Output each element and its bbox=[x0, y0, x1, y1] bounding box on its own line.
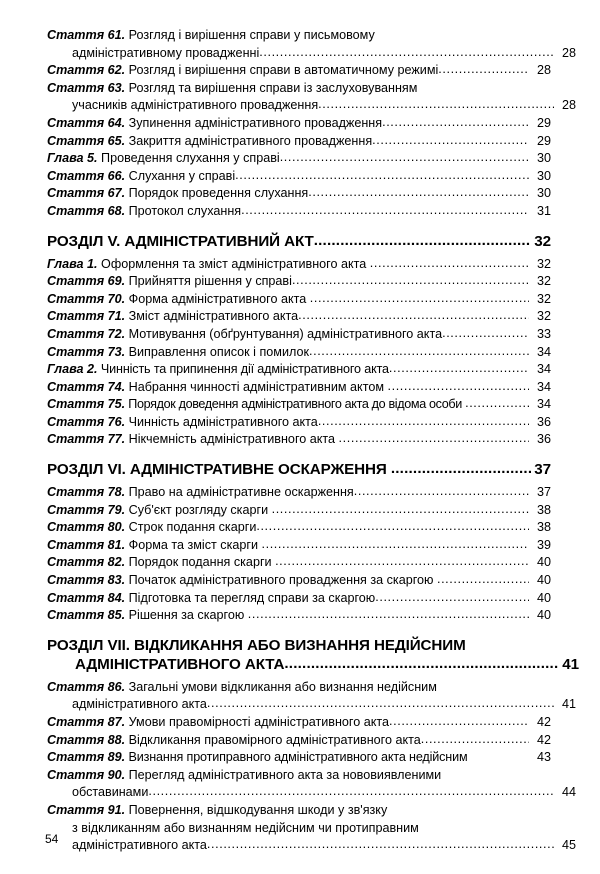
toc-entry-line bbox=[47, 636, 551, 655]
toc-page-number: 41 bbox=[562, 655, 579, 673]
toc-page-number: 38 bbox=[536, 520, 551, 535]
toc-entry-title: Зміст адміністративного акта bbox=[128, 309, 299, 324]
toc-entry-line bbox=[47, 232, 551, 251]
toc-page-number: 40 bbox=[536, 555, 551, 570]
toc-page-number: 37 bbox=[534, 461, 551, 479]
toc-dot-leader bbox=[375, 589, 529, 607]
toc-entry-label: Стаття 64. bbox=[47, 115, 126, 130]
toc-entry-line bbox=[47, 27, 551, 45]
toc-chapter-entry[interactable] bbox=[47, 256, 551, 274]
toc-entry-label: Стаття 80. bbox=[47, 520, 126, 535]
toc-entry-title: Право на адміністративне оскарження bbox=[128, 485, 354, 500]
toc-entry-line bbox=[47, 344, 551, 362]
toc-entry-title: Суб'єкт розгляду скарги bbox=[128, 502, 272, 517]
toc-entry-title: Форма та зміст скарги bbox=[128, 537, 262, 552]
toc-page-number: 41 bbox=[561, 697, 576, 712]
toc-entry-title: Загальні умови відкликання або визнання недійсним bbox=[128, 679, 437, 694]
toc-entry-line bbox=[47, 460, 551, 479]
toc-page-number: 29 bbox=[536, 133, 551, 148]
toc-page-number: 32 bbox=[536, 274, 551, 289]
toc-entry-line bbox=[47, 679, 551, 697]
toc-page-number: 28 bbox=[561, 98, 576, 113]
toc-page-number: 34 bbox=[536, 344, 551, 359]
toc-entry-title: з відкликанням або визнанням недійсним чи протиправним bbox=[72, 820, 419, 835]
toc-page-number: 34 bbox=[536, 362, 551, 377]
toc-page-number: 44 bbox=[561, 785, 576, 800]
toc-entry-label: Стаття 72. bbox=[47, 326, 126, 341]
toc-entry-title: Оформлення та зміст адміністративного акта bbox=[101, 256, 370, 271]
toc-entry-title: Прийняття рішення у справі bbox=[128, 274, 292, 289]
toc-article-entry[interactable] bbox=[47, 749, 551, 767]
toc-entry-line bbox=[47, 484, 551, 502]
toc-dot-leader bbox=[388, 378, 530, 396]
toc-entry-title: Визнання протиправного адміністративного акта недійсним bbox=[128, 750, 468, 765]
toc-entry-line bbox=[47, 62, 551, 80]
toc-article-entry[interactable] bbox=[47, 27, 576, 62]
toc-entry-line bbox=[47, 554, 551, 572]
toc-dot-leader bbox=[370, 255, 529, 273]
toc-article-entry[interactable] bbox=[47, 572, 551, 590]
toc-entry-title: Мотивування (обґрунтування) адміністративного акта bbox=[128, 326, 443, 341]
toc-entry-label: Стаття 76. bbox=[47, 414, 126, 429]
toc-entry-line bbox=[47, 168, 551, 186]
toc-article-entry[interactable] bbox=[47, 379, 551, 397]
toc-dot-leader bbox=[262, 536, 529, 554]
toc-entry-label: Стаття 78. bbox=[47, 485, 126, 500]
toc-entry-line bbox=[47, 291, 551, 309]
toc-entry-title: РОЗДІЛ VII. ВІДКЛИКАННЯ АБО ВИЗНАННЯ НЕДІЙСНИМ bbox=[47, 636, 466, 654]
toc-entry-line bbox=[47, 273, 551, 291]
toc-entry-line bbox=[47, 115, 551, 133]
toc-entry-line bbox=[47, 379, 551, 397]
toc-page-number: 32 bbox=[534, 232, 551, 250]
toc-entry-label: Стаття 77. bbox=[47, 432, 126, 447]
toc-dot-leader bbox=[391, 459, 531, 478]
toc-article-entry[interactable] bbox=[47, 554, 551, 572]
toc-dot-leader bbox=[442, 325, 529, 343]
toc-entry-title: учасників адміністративного провадження bbox=[72, 98, 319, 113]
toc-page-number: 36 bbox=[536, 432, 551, 447]
toc-dot-leader bbox=[421, 731, 529, 749]
toc-dot-leader bbox=[235, 167, 529, 185]
toc-chapter-entry[interactable] bbox=[47, 361, 551, 379]
toc-entry-label: Стаття 61. bbox=[47, 28, 126, 42]
toc-dot-leader bbox=[318, 413, 529, 431]
toc-entry-label: Стаття 71. bbox=[47, 309, 126, 324]
toc-entry-title: адміністративному провадженні bbox=[72, 45, 260, 60]
toc-dot-leader bbox=[275, 553, 529, 571]
toc-section-heading[interactable] bbox=[47, 232, 551, 251]
toc-entry-line bbox=[47, 537, 551, 555]
toc-entry-title: Чинність та припинення дії адміністративного акта bbox=[100, 362, 389, 377]
toc-page-number: 28 bbox=[561, 45, 576, 60]
toc-entry-title: Відкликання правомірного адміністративного акта bbox=[128, 732, 421, 747]
toc-page-number: 42 bbox=[536, 732, 551, 747]
toc-entry-line bbox=[47, 97, 576, 115]
toc-entry-title: Набрання чинності адміністративним актом bbox=[128, 379, 388, 394]
toc-dot-leader bbox=[148, 783, 554, 801]
toc-page-number: 39 bbox=[536, 537, 551, 552]
toc-entry-line bbox=[47, 696, 576, 714]
toc-entry-line bbox=[47, 45, 576, 63]
toc-entry-line bbox=[47, 837, 576, 855]
toc-entry-title: Проведення слухання у справі bbox=[101, 151, 280, 166]
toc-entry-line bbox=[47, 361, 551, 379]
toc-entry-line bbox=[47, 308, 551, 326]
toc-article-entry[interactable] bbox=[47, 308, 551, 326]
toc-dot-leader bbox=[298, 307, 529, 325]
toc-entry-title: Порядок доведення адміністративного акта до відома особи bbox=[128, 397, 466, 412]
toc-entry-line bbox=[47, 784, 576, 802]
toc-entry-line bbox=[47, 80, 551, 98]
toc-entry-label: Стаття 79. bbox=[47, 502, 126, 517]
toc-entry-title: Рішення за скаргою bbox=[128, 608, 248, 623]
toc-article-entry[interactable] bbox=[47, 344, 551, 362]
toc-dot-leader bbox=[292, 272, 529, 290]
toc-page-number: 30 bbox=[536, 186, 551, 201]
toc-entry-title: Розгляд і вирішення справи у письмовому bbox=[128, 28, 375, 42]
toc-entry-line bbox=[47, 431, 551, 449]
toc-entry-label: Стаття 67. bbox=[47, 186, 126, 201]
toc-entry-label: Стаття 86. bbox=[47, 679, 126, 694]
toc-entry-title: Зупинення адміністративного провадження bbox=[128, 115, 383, 130]
toc-entry-line bbox=[47, 133, 551, 151]
toc-entry-label: Стаття 88. bbox=[47, 732, 126, 747]
toc-article-entry[interactable] bbox=[47, 502, 551, 520]
toc-entry-label: Глава 5. bbox=[47, 151, 98, 166]
toc-entry-title: РОЗДІЛ VI. АДМІНІСТРАТИВНЕ ОСКАРЖЕННЯ bbox=[47, 461, 391, 479]
toc-entry-line bbox=[47, 767, 551, 785]
toc-page-number: 43 bbox=[536, 750, 551, 765]
toc-article-entry[interactable] bbox=[47, 414, 551, 432]
toc-entry-line bbox=[47, 326, 551, 344]
toc-entry-line bbox=[47, 203, 551, 221]
toc-entry-title: Перегляд адміністративного акта за нововиявленими bbox=[128, 767, 442, 782]
toc-article-entry[interactable] bbox=[47, 203, 551, 221]
toc-dot-leader bbox=[256, 518, 529, 536]
toc-dot-leader bbox=[438, 61, 529, 79]
toc-page-number: 42 bbox=[536, 715, 551, 729]
toc-section-heading[interactable] bbox=[47, 460, 551, 479]
toc-entry-label: Стаття 70. bbox=[47, 291, 126, 306]
toc-entry-label: Стаття 87. bbox=[47, 715, 126, 729]
toc-entry-line bbox=[47, 802, 551, 820]
toc-entry-label: Стаття 65. bbox=[47, 133, 126, 148]
toc-article-entry[interactable] bbox=[47, 732, 551, 750]
toc-article-entry[interactable] bbox=[47, 273, 551, 291]
toc-page-number: 33 bbox=[536, 326, 551, 341]
toc-entry-title: Повернення, відшкодування шкоди у зв'язку bbox=[128, 802, 388, 817]
toc-page-number: 34 bbox=[536, 397, 551, 412]
toc-article-entry[interactable] bbox=[47, 519, 551, 537]
toc-page-number: 32 bbox=[536, 256, 551, 271]
toc-dot-leader bbox=[389, 360, 529, 378]
toc-entry-label: Стаття 89. bbox=[47, 750, 126, 765]
toc-entry-label: Стаття 85. bbox=[47, 608, 126, 623]
toc-dot-leader bbox=[259, 44, 554, 62]
toc-article-entry[interactable] bbox=[47, 484, 551, 502]
toc-dot-leader bbox=[465, 395, 529, 413]
toc-entry-title: АДМІНІСТРАТИВНОГО АКТА bbox=[75, 655, 285, 673]
toc-entry-title: Чинність адміністративного акта bbox=[128, 414, 318, 429]
toc-entry-line bbox=[47, 502, 551, 520]
toc-entry-line bbox=[47, 820, 576, 838]
toc-entry-label: Глава 2. bbox=[47, 362, 98, 377]
toc-dot-leader bbox=[280, 149, 529, 167]
toc-entry-label: Стаття 90. bbox=[47, 767, 126, 782]
toc-entry-line bbox=[47, 607, 551, 625]
toc-page-number: 34 bbox=[536, 379, 551, 394]
toc-entry-title: Слухання у справі bbox=[128, 168, 236, 183]
toc-article-entry[interactable] bbox=[47, 767, 576, 802]
toc-entry-label: Стаття 82. bbox=[47, 555, 126, 570]
toc-entry-label: Стаття 81. bbox=[47, 537, 126, 552]
toc-page-number: 38 bbox=[536, 502, 551, 517]
toc-page-number: 36 bbox=[536, 414, 551, 429]
toc-page-number: 30 bbox=[536, 151, 551, 166]
toc-page-number: 32 bbox=[536, 309, 551, 324]
toc-article-entry[interactable] bbox=[47, 62, 551, 80]
toc-article-entry[interactable] bbox=[47, 168, 551, 186]
toc-dot-leader bbox=[310, 290, 529, 308]
toc-entry-title: адміністративного акта bbox=[72, 838, 207, 853]
toc-entry-line bbox=[47, 714, 551, 732]
toc-article-entry[interactable] bbox=[47, 291, 551, 309]
toc-entry-label: Стаття 73. bbox=[47, 344, 126, 359]
toc-entry-line bbox=[47, 414, 551, 432]
toc-entry-title: Порядок проведення слухання bbox=[128, 186, 309, 201]
toc-entry-line bbox=[47, 396, 551, 414]
toc-dot-leader bbox=[339, 430, 529, 448]
toc-entry-line bbox=[47, 749, 551, 767]
toc-entry-label: Стаття 68. bbox=[47, 203, 126, 218]
toc-article-entry[interactable] bbox=[47, 714, 551, 732]
toc-entry-label: Стаття 75. bbox=[47, 397, 126, 412]
toc-page-number: 30 bbox=[536, 168, 551, 183]
toc-entry-line bbox=[47, 732, 551, 750]
table-of-contents bbox=[47, 27, 579, 855]
toc-dot-leader bbox=[207, 695, 554, 713]
toc-page-number: 40 bbox=[536, 590, 551, 605]
toc-article-entry[interactable] bbox=[47, 590, 551, 608]
toc-page-number: 28 bbox=[536, 63, 551, 78]
toc-page-number: 32 bbox=[536, 291, 551, 306]
toc-entry-line bbox=[47, 590, 551, 608]
toc-page-number: 29 bbox=[536, 115, 551, 130]
toc-dot-leader bbox=[309, 343, 529, 361]
toc-entry-title: Умови правомірності адміністративного акта bbox=[128, 715, 390, 729]
toc-entry-label: Стаття 66. bbox=[47, 168, 126, 183]
toc-dot-leader bbox=[389, 713, 529, 731]
toc-dot-leader bbox=[272, 501, 529, 519]
toc-dot-leader bbox=[437, 571, 529, 589]
toc-article-entry[interactable] bbox=[47, 431, 551, 449]
toc-article-entry[interactable] bbox=[47, 80, 576, 115]
toc-entry-title: Початок адміністративного провадження за скаргою bbox=[128, 573, 437, 588]
toc-entry-label: Стаття 69. bbox=[47, 274, 126, 289]
toc-section-heading[interactable] bbox=[47, 636, 579, 674]
toc-article-entry[interactable] bbox=[47, 802, 576, 855]
toc-entry-title: Закриття адміністративного провадження bbox=[128, 133, 373, 148]
toc-entry-title: Розгляд та вирішення справи із заслуховуванням bbox=[128, 80, 418, 95]
toc-dot-leader bbox=[318, 96, 554, 114]
toc-page-number: 37 bbox=[536, 485, 551, 500]
toc-entry-label: Стаття 62. bbox=[47, 63, 126, 78]
toc-page-number: 45 bbox=[561, 838, 576, 853]
page-number: 54 bbox=[45, 832, 59, 846]
toc-entry-title: Підготовка та перегляд справи за скаргою bbox=[128, 590, 376, 605]
toc-article-entry[interactable] bbox=[47, 133, 551, 151]
toc-entry-line bbox=[47, 185, 551, 203]
toc-entry-label: Стаття 91. bbox=[47, 802, 126, 817]
toc-dot-leader bbox=[354, 483, 529, 501]
toc-article-entry[interactable] bbox=[47, 115, 551, 133]
toc-chapter-entry[interactable] bbox=[47, 150, 551, 168]
toc-entry-line bbox=[47, 256, 551, 274]
toc-dot-leader bbox=[308, 184, 529, 202]
toc-dot-leader bbox=[207, 836, 554, 854]
toc-entry-title: обставинами bbox=[72, 785, 149, 800]
toc-entry-title: РОЗДІЛ V. АДМІНІСТРАТИВНИЙ АКТ bbox=[47, 232, 314, 250]
toc-entry-label: Стаття 84. bbox=[47, 590, 126, 605]
toc-entry-line bbox=[47, 150, 551, 168]
toc-entry-label: Стаття 63. bbox=[47, 80, 126, 95]
toc-entry-title: Порядок подання скарги bbox=[128, 555, 276, 570]
toc-entry-title: Нікчемність адміністративного акта bbox=[128, 432, 339, 447]
toc-page-number: 40 bbox=[536, 608, 551, 623]
toc-entry-line bbox=[47, 572, 551, 590]
toc-dot-leader bbox=[284, 654, 559, 673]
toc-page-number: 40 bbox=[536, 573, 551, 588]
toc-entry-label: Стаття 74. bbox=[47, 379, 126, 394]
toc-page-number: 31 bbox=[536, 203, 551, 218]
toc-article-entry[interactable] bbox=[47, 396, 551, 414]
toc-article-entry[interactable] bbox=[47, 537, 551, 555]
toc-dot-leader bbox=[372, 132, 529, 150]
toc-article-entry[interactable] bbox=[47, 679, 576, 714]
toc-dot-leader bbox=[382, 114, 529, 132]
toc-entry-title: Виправлення описок і помилок bbox=[128, 344, 309, 359]
toc-entry-line bbox=[47, 519, 551, 537]
toc-entry-title: Протокол слухання bbox=[128, 203, 242, 218]
toc-entry-label: Глава 1. bbox=[47, 256, 98, 271]
toc-entry-title: Розгляд і вирішення справи в автоматичному режимі bbox=[128, 63, 439, 78]
toc-dot-leader bbox=[241, 202, 529, 220]
toc-dot-leader bbox=[314, 231, 531, 250]
toc-article-entry[interactable] bbox=[47, 607, 551, 625]
toc-entry-title: Форма адміністративного акта bbox=[128, 291, 310, 306]
toc-entry-title: Строк подання скарги bbox=[128, 520, 257, 535]
toc-dot-leader bbox=[248, 606, 529, 624]
toc-article-entry[interactable] bbox=[47, 326, 551, 344]
toc-entry-title: адміністративного акта bbox=[72, 697, 207, 712]
toc-entry-line bbox=[47, 655, 579, 674]
toc-article-entry[interactable] bbox=[47, 185, 551, 203]
toc-entry-label: Стаття 83. bbox=[47, 573, 126, 588]
